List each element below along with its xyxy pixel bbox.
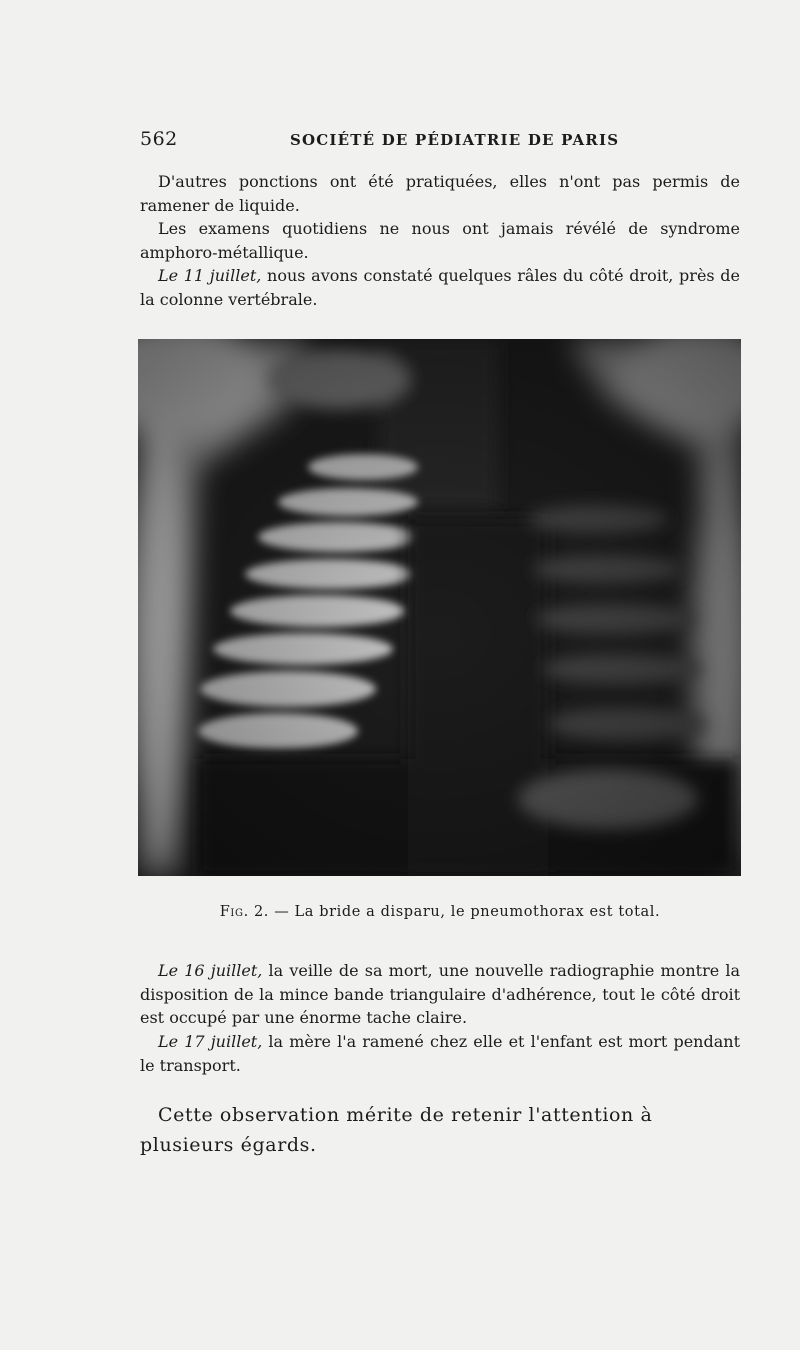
date-17-juillet: Le 17 juillet, — [158, 1032, 263, 1051]
paragraph-ponctions: D'autres ponctions ont été pratiquées, elles n'ont pas permis de ramener de liquide. — [140, 172, 740, 215]
page-number: 562 — [140, 128, 178, 150]
paragraph-11-juillet-text: nous avons constaté quelques râles du côté droit, près de la colonne vertébrale. — [140, 266, 740, 309]
closing-paragraph: Cette observation mérite de retenir l'attention à plusieurs égards. — [140, 1104, 653, 1156]
chest-radiograph-figure — [138, 339, 741, 876]
paragraph-17-juillet-text: la mère l'a ramené chez elle et l'enfant est mort pendant le transport. — [140, 1032, 740, 1075]
chest-radiograph-image — [138, 339, 741, 876]
paragraph-11-juillet — [140, 264, 740, 311]
paragraph-16-juillet-text: la veille de sa mort, une nouvelle radiographie montre la disposition de la mince bande triangulaire d'adhérence, tout le côté droit est occupé par une énorme tache claire. — [140, 961, 741, 1028]
paragraph-17-juillet — [140, 1030, 740, 1077]
paragraph-examens: Les examens quotidiens ne nous ont jamais révélé de syndrome amphoro-métallique. — [140, 219, 740, 262]
figure-label: Fig. 2. — [219, 904, 270, 920]
date-11-juillet: Le 11 juillet, — [158, 266, 262, 285]
page-header — [140, 128, 740, 154]
paragraph-16-juillet — [140, 959, 740, 1030]
running-head: SOCIÉTÉ DE PÉDIATRIE DE PARIS — [290, 131, 620, 149]
figure-caption-text: — La bride a disparu, le pneumothorax est total. — [269, 904, 661, 920]
figure-caption — [140, 904, 740, 920]
date-16-juillet: Le 16 juillet, — [158, 961, 263, 980]
